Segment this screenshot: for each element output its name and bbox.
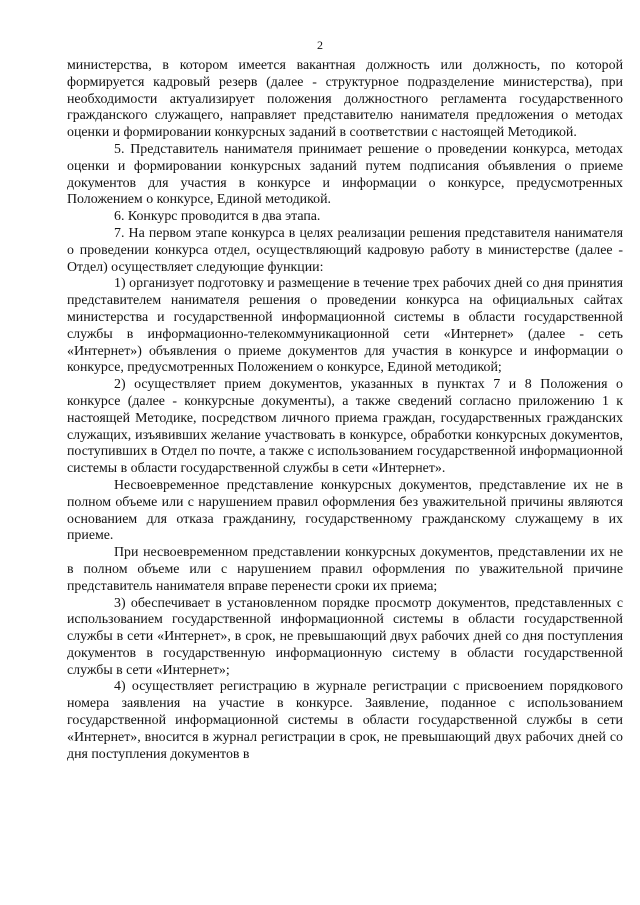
paragraph-item-7: 7. На первом этапе конкурса в целях реализации решения представителя нанимателя о проведении конкурса отдел, осуществляющий кадровую работу в министерстве (далее - Отдел) осуществляет следующие функции: (67, 225, 623, 275)
page-number: 2 (317, 38, 323, 52)
paragraph-continuation: министерства, в котором имеется вакантная должность или должность, по которой формируется кадровый резерв (далее - структурное подразделение министерства), при необходимости актуализирует положения должностного регламента государственного гражданского служащего, направляет представителю нанимателя предложения о методах оценки и формировании конкурсных заданий в соответствии с настоящей Методикой. (67, 58, 623, 141)
paragraph-subitem-1: 1) организует подготовку и размещение в течение трех рабочих дней со дня принятия представителем нанимателя решения о проведении конкурса на официальных сайтах министерства и государственной информационной системы в области государственной службы в информационно-телекоммуникационной сети «Интернет» (далее - сеть «Интернет») объявления о приеме документов для участия в конкурсе и информации о конкурсе, предусмотренных Положением о конкурсе, Единой методикой; (67, 276, 623, 376)
paragraph-subitem-2: 2) осуществляет прием документов, указанных в пунктах 7 и 8 Положения о конкурсе (далее - конкурсные документы), а также сведений согласно приложению 1 к настоящей Методике, посредством личного приема граждан, государственных гражданских служащих, изъявивших желание участвовать в конкурсе, обработки конкурсных документов, поступивших в Отдел по почте, а также с использованием государственной информационной системы в области государственной службы в сети «Интернет». (67, 377, 623, 477)
paragraph-item-5: 5. Представитель нанимателя принимает решение о проведении конкурса, методах оценки и формировании конкурсных заданий путем подписания объявления о приеме документов для участия в конкурсе и информации о конкурсе, предусмотренных Положением о конкурсе, Единой методикой. (67, 141, 623, 208)
paragraph-subitem-3: 3) обеспечивает в установленном порядке просмотр документов, представленных с использованием государственной информационной системы в области государственной службы в сети «Интернет», в срок, не превышающий двух рабочих дней со дня поступления документов в государственную информационную систему в области государственной службы в сети «Интернет»; (67, 595, 623, 678)
paragraph-valid-reason: При несвоевременном представлении конкурсных документов, представлении их не в полном объеме или с нарушением правил оформления по уважительной причине представитель нанимателя вправе перенести сроки их приема; (67, 545, 623, 594)
paragraph-late-submission: Несвоевременное представление конкурсных документов, представление их не в полном объеме или с нарушением правил оформления без уважительной причины являются основанием для отказа гражданину, государственному гражданскому служащему в их приеме. (67, 477, 623, 544)
paragraph-item-6: 6. Конкурс проводится в два этапа. (114, 209, 321, 225)
paragraph-subitem-4: 4) осуществляет регистрацию в журнале регистрации с присвоением порядкового номера заявления на участие в конкурсе. Заявление, поданное с использованием государственной информационной системы в области государственной службы в сети «Интернет», вносится в журнал регистрации в срок, не превышающий двух рабочих дней со дня поступления документов в (67, 679, 623, 762)
document-body (67, 58, 623, 763)
